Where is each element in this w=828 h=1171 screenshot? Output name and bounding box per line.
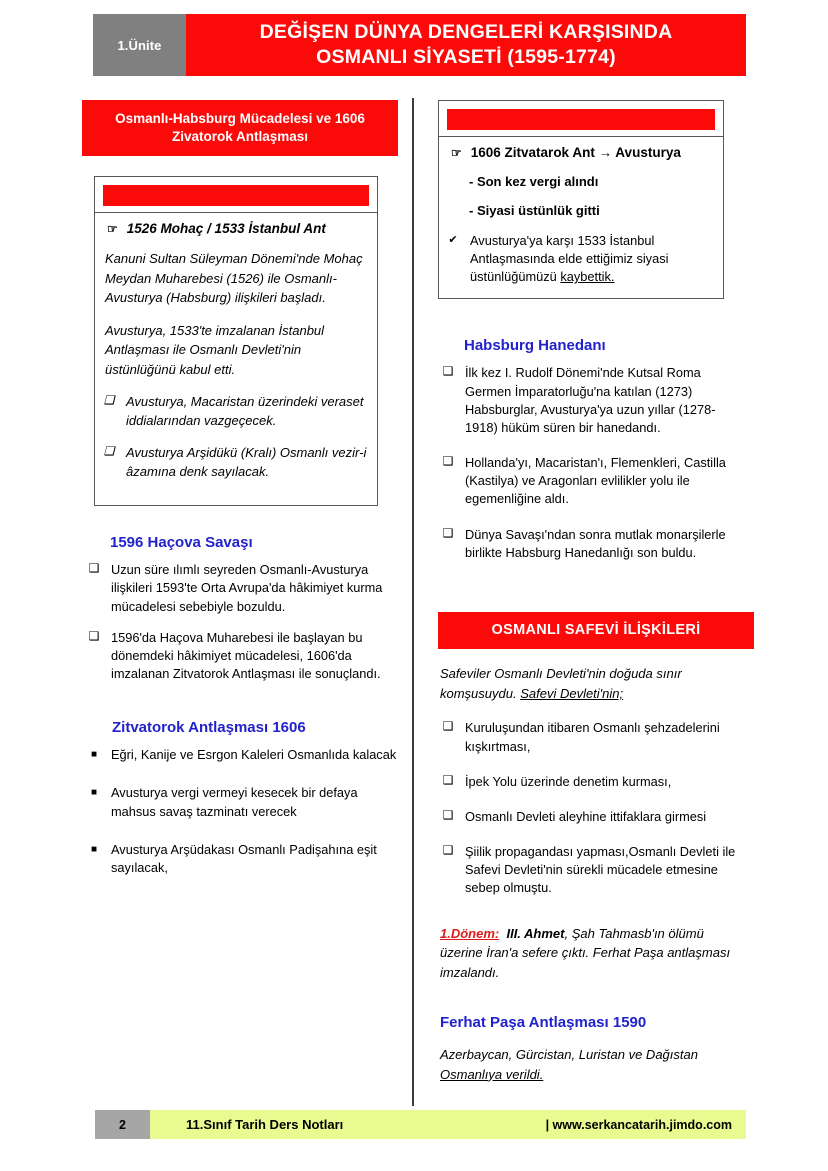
pointing-hand-icon: ☞ (451, 146, 462, 160)
column-divider (412, 98, 414, 1106)
hollow-square-bullet-icon (442, 364, 454, 379)
habsburg-bullet-text: Hollanda'yı, Macaristan'ı, Flemenkleri, Castilla (Kastilya) ve Aragonları evlilikler yolu ile egemenliğine aldı. (465, 455, 726, 507)
donem-label: 1.Dönem: (440, 925, 500, 941)
zitvatorok-bullet-text: Avusturya vergi vermeyi kesecek bir defaya mahsus savaş tazminatı verecek (111, 785, 358, 819)
hollow-square-bullet-icon (103, 444, 115, 459)
page-title-line-1: DEĞİŞEN DÜNYA DENGELERİ KARŞISINDA (259, 21, 673, 44)
zitvatarok-subitem: - Son kez vergi alındı (469, 174, 599, 189)
right-column (438, 100, 748, 1084)
hollow-square-bullet-icon (442, 526, 454, 541)
zitvatorok-heading: Zitvatorok Antlaşması 1606 (112, 719, 306, 737)
mohac-istanbul-box (94, 176, 378, 506)
mohac-bullet-list (103, 393, 369, 481)
list-item (442, 719, 748, 755)
list-item (442, 364, 748, 437)
ferhat-pasa-text-underlined: Osmanlıya verildi. (440, 1066, 544, 1082)
list-item (88, 784, 402, 820)
footer-course-title: 11.Sınıf Tarih Ders Notları (186, 1117, 344, 1132)
left-column (82, 100, 402, 890)
list-item (88, 561, 402, 615)
habsburg-bullet-text: İlk kez I. Rudolf Dönemi'nde Kutsal Roma Germen İmparatorluğu'na katılan (1273) Habsburglar, Avusturya'ya uzun yıllar (1278-1918) hüküm süren bir hanedandı. (465, 365, 716, 435)
hollow-square-bullet-icon (442, 719, 454, 734)
mohac-box-heading (103, 221, 369, 236)
safevi-bullet-text: Kuruluşundan itibaren Osmanlı şehzadelerini kışkırtması, (465, 720, 720, 754)
safevi-banner: OSMANLI SAFEVİ İLİŞKİLERİ (438, 612, 754, 650)
hollow-square-bullet-icon (442, 773, 454, 788)
ferhat-pasa-section (438, 1014, 748, 1084)
safevi-bullet-text: Osmanlı Devleti aleyhine ittifaklara girmesi (465, 808, 707, 824)
list-item (88, 629, 402, 683)
unit-badge: 1.Ünite (93, 14, 186, 76)
hollow-square-bullet-icon (442, 454, 454, 469)
habsburg-section (438, 337, 748, 561)
footer-bar (150, 1110, 746, 1139)
zitvatarok-check-text-plain: Avusturya'ya karşı 1533 İstanbul Antlaşmasında elde ettiğimiz siyasi üstünlüğümüzü (470, 233, 669, 285)
page-title-line-2: OSMANLI SİYASETİ (1595-1774) (316, 46, 616, 68)
hollow-square-bullet-icon (88, 561, 100, 576)
safevi-intro-plain: Safeviler Osmanlı Devleti'nin doğuda sınır komşusuydu. (440, 666, 682, 701)
zitvatorok-bullet-text: Avusturya Arşüdakası Osmanlı Padişahına eşit sayılacak, (111, 841, 377, 875)
solid-square-bullet-icon (88, 746, 100, 762)
list-item (442, 808, 748, 826)
zitvatarok-box-heading-text: 1606 Zitvatarok Ant → Avusturya (470, 145, 681, 160)
zitvatarok-box-separator (439, 136, 723, 137)
safevi-donem-note (440, 924, 748, 983)
hollow-square-bullet-icon (442, 843, 454, 858)
donem-sultan-name: III. Ahmet (506, 925, 565, 941)
safevi-bullet-list (438, 719, 748, 897)
hacova-bullet-text: Uzun süre ılımlı seyreden Osmanlı-Avusturya ilişkileri 1593'te Orta Avrupa'da hâkimiyet kurma mücadelesi sebebiyle bozuldu. (111, 562, 383, 614)
habsburg-heading: Habsburg Hanedanı (464, 337, 606, 355)
pointing-hand-icon: ☞ (107, 222, 118, 237)
solid-square-bullet-icon (88, 784, 100, 800)
zitvatarok-box-heading (447, 145, 715, 160)
list-item (88, 841, 402, 877)
zitvatarok-subitem: - Siyasi üstünlük gitti (469, 203, 600, 218)
zitvatarok-check-list (447, 232, 715, 286)
zitvatorok-bullet-text: Eğri, Kanije ve Esrgon Kaleleri Osmanlıda kalacak (111, 747, 397, 763)
zitvatarok-check-text (470, 232, 715, 286)
zitvatorok-bullet-list (82, 746, 402, 877)
mohac-box-separator (95, 212, 377, 213)
list-item (442, 773, 748, 791)
safevi-bullet-text: Şiilik propagandası yapması,Osmanlı Devleti ile Safevi Devleti'nin sürekli mücadele etmesine sebep olmuştu. (465, 844, 736, 896)
hollow-square-bullet-icon (88, 629, 100, 644)
list-item (103, 444, 369, 481)
habsburg-bullet-list (438, 364, 748, 561)
left-section-banner-line-2: Zivatorok Antlaşması (171, 129, 309, 145)
mohac-paragraph-1: Kanuni Sultan Süleyman Dönemi'nde Mohaç Meydan Muharebesi (1526) ile Osmanlı-Avusturya (Habsburg) ilişkileri başladı. (105, 251, 363, 306)
zitvatarok-box-red-bar (447, 109, 715, 130)
mohac-box-heading-text: 1526 Mohaç / 1533 İstanbul Ant (126, 221, 326, 237)
donem-rest-text: , Şah Tahmasb'ın ölümü üzerine İran'a sefere çıktı. Ferhat Paşa antlaşması imzalandı. (440, 925, 731, 980)
hacova-section (82, 534, 402, 683)
page-header (93, 14, 746, 76)
zitvatarok-check-text-underlined: kaybettik. (560, 269, 615, 285)
page-footer (95, 1110, 746, 1139)
list-item (103, 393, 369, 430)
ferhat-pasa-text-plain: Azerbaycan, Gürcistan, Luristan ve Dağıstan (440, 1047, 698, 1063)
safevi-intro-underlined: Safevi Devleti'nin; (520, 685, 624, 701)
mohac-paragraph-2: Avusturya, 1533'te imzalanan İstanbul Antlaşması ile Osmanlı Devleti'nin üstünlüğünü kabul etti. (105, 322, 325, 377)
safevi-intro (440, 664, 748, 703)
list-item (442, 526, 748, 562)
list-item (447, 232, 715, 286)
hollow-square-bullet-icon (442, 808, 454, 823)
list-item (88, 746, 402, 764)
mohac-bullet-text: Avusturya, Macaristan üzerindeki veraset iddialarından vazgeçecek. (126, 394, 364, 428)
left-section-banner-line-1: Osmanlı-Habsburg Mücadelesi ve 1606 (115, 111, 365, 126)
list-item (442, 454, 748, 508)
habsburg-bullet-text: Dünya Savaşı'ndan sonra mutlak monarşilerle birlikte Habsburg Hanedanlığı son buldu. (465, 526, 726, 560)
zitvatarok-summary-box (438, 100, 724, 299)
hollow-square-bullet-icon (103, 393, 115, 408)
ferhat-pasa-heading: Ferhat Paşa Antlaşması 1590 (440, 1014, 647, 1032)
hacova-heading: 1596 Haçova Savaşı (110, 534, 253, 552)
footer-page-number: 2 (95, 1110, 150, 1139)
hacova-bullet-list (82, 561, 402, 683)
list-item (442, 843, 748, 897)
page-title (186, 14, 746, 76)
mohac-box-red-bar (103, 185, 369, 206)
left-section-banner (82, 100, 398, 156)
safevi-bullet-text: İpek Yolu üzerinde denetim kurması, (465, 773, 672, 789)
hacova-bullet-text: 1596'da Haçova Muharebesi ile başlayan bu dönemdeki hâkimiyet mücadelesi, 1606'da imzalanan Zitvatorok Antlaşması ile sonuçlandı. (111, 629, 381, 682)
mohac-bullet-text: Avusturya Arşidükü (Kralı) Osmanlı vezir-i âzamına denk sayılacak. (126, 445, 367, 479)
footer-website: | www.serkancatarih.jimdo.com (545, 1117, 732, 1132)
zitvatorok-section (82, 719, 402, 877)
ferhat-pasa-text (440, 1045, 748, 1084)
checkmark-bullet-icon (447, 232, 459, 248)
solid-square-bullet-icon (88, 841, 100, 857)
safevi-section (438, 612, 748, 982)
